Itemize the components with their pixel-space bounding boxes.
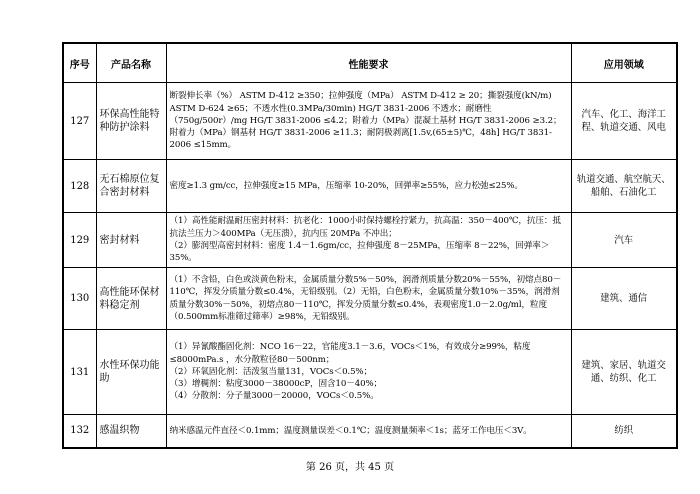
table-row bbox=[63, 268, 677, 330]
table-header-row bbox=[63, 43, 677, 83]
performance-requirement: 纳米感温元件直径＜0.1mm；温度测量误差＜0.1℃；温度测量频率＜1s；蓝牙工作电压＜3V。 bbox=[166, 415, 571, 448]
application-field: 建筑、通信 bbox=[571, 268, 677, 330]
product-name: 无石棉原位复合密封材料 bbox=[96, 160, 166, 213]
product-name: 高性能环保材料稳定剂 bbox=[96, 268, 166, 330]
table-row bbox=[63, 160, 677, 213]
row-number: 131 bbox=[63, 330, 96, 415]
application-field: 建筑、家居、轨道交通、纺织、化工 bbox=[571, 330, 677, 415]
header-application: 应用领域 bbox=[571, 43, 677, 83]
table-row bbox=[63, 213, 677, 268]
application-field: 轨道交通、航空航天、船舶、石油化工 bbox=[571, 160, 677, 213]
product-requirements-table bbox=[62, 42, 678, 449]
performance-requirement: （1）异氰酸酯固化剂：NCO 16－22，官能度3.1－3.6，VOCs＜1%，有效成分≥99%，粘度≤8000mPa.s ，水分散粒径80－500nm； （2）环氧固化剂：活泼氢当量131，VOCs＜0.5%； （3）增稠剂：粘度3000－38000cP，固含10－40%； （4）分散剂：分子量3000－20000，VOCs＜0.5%。 bbox=[166, 330, 571, 415]
row-number: 129 bbox=[63, 213, 96, 268]
performance-requirement: （1）高性能耐温耐压密封材料：抗老化：1000小时保持螺栓拧紧力，抗高温：350－400℃，抗压：抵抗法兰压力＞400MPa（无压溃），抗内压 20MPa 不冲出； （2）膨润型高密封材料：密度 1.4－1.6gm/cc，拉伸强度 8－25MPa，压缩率 8－22%，回弹率＞35%。 bbox=[166, 213, 571, 268]
table-row bbox=[63, 415, 677, 448]
product-name: 感温织物 bbox=[96, 415, 166, 448]
product-name: 水性环保功能助 bbox=[96, 330, 166, 415]
page-footer: 第 26 页，共 45 页 bbox=[305, 462, 395, 473]
product-name: 密封材料 bbox=[96, 213, 166, 268]
application-field: 纺织 bbox=[571, 415, 677, 448]
row-number: 128 bbox=[63, 160, 96, 213]
performance-requirement: 密度≥1.3 gm/cc，拉伸强度≥15 MPa，压缩率 10-20%，回弹率≥55%，应力松弛≤25%。 bbox=[166, 160, 571, 213]
performance-requirement: 断裂伸长率（%） ASTM D-412 ≥350；拉伸强度（MPa） ASTM D-412 ≥ 20；撕裂强度(kN/m) ASTM D-624 ≥65；不透水性(0.3MPa/30min) HG/T 3831-2006 不透水；耐磨性（750g/500r）/mg HG/T 3831-2006 ≤4.2；附着力（MPa）混凝土基材 HG/T 3831-2006 ≥3.2；附着力（MPa）钢基材 HG/T 3831-2006 ≥11.3；耐阴极剥离[1.5v,(65±5)℃，48h] HG/T 3831-2006 ≤15mm。 bbox=[166, 83, 571, 160]
application-field: 汽车 bbox=[571, 213, 677, 268]
table-row bbox=[63, 330, 677, 415]
row-number: 127 bbox=[63, 83, 96, 160]
row-number: 130 bbox=[63, 268, 96, 330]
header-requirements: 性能要求 bbox=[166, 43, 571, 83]
product-name: 环保高性能特种防护涂料 bbox=[96, 83, 166, 160]
performance-requirement: （1）不含铅，白色或淡黄色粉末，金属质量分数5%－50%，润滑剂质量分数20%－55%，初熔点80－110℃，挥发分质量分数≤0.4%，无铅级别。（2）无铅，白色粉末，金属质量分数10%－35%，润滑剂质量分数30%－50%，初熔点80－110℃，挥发分质量分数≤0.4%，表观密度1.0－2.0g/ml，粒度（0.500mm标准筛过筛率）≥98%，无铅级别。 bbox=[166, 268, 571, 330]
header-product-name: 产品名称 bbox=[96, 43, 166, 83]
application-field: 汽车、化工、海洋工程、轨道交通、风电 bbox=[571, 83, 677, 160]
table-row bbox=[63, 83, 677, 160]
header-no: 序号 bbox=[63, 43, 96, 83]
row-number: 132 bbox=[63, 415, 96, 448]
